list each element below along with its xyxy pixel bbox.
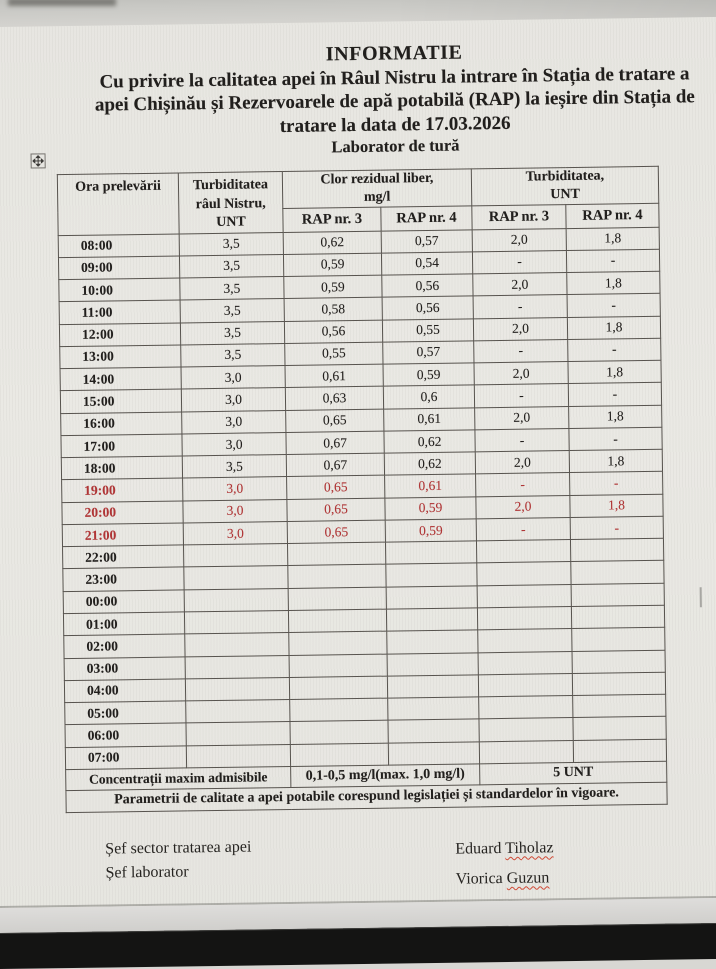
value-cell: 0,59 — [284, 275, 382, 299]
official-last-name: Tiholaz — [505, 839, 554, 857]
value-cell: 0,56 — [382, 274, 473, 298]
value-cell: - — [473, 295, 567, 319]
value-cell: - — [567, 294, 660, 318]
document-header — [44, 37, 716, 163]
header-river-turbidity: Turbiditatea râul Nistru, UNT — [178, 172, 283, 234]
value-cell: 1,8 — [566, 227, 659, 251]
time-cell: 23:00 — [63, 567, 184, 591]
time-cell: 02:00 — [64, 634, 185, 658]
value-cell — [476, 540, 570, 564]
value-cell — [388, 719, 479, 743]
value-cell: 0,55 — [285, 342, 383, 366]
value-cell: 1,8 — [568, 360, 661, 384]
value-cell: 0,61 — [285, 364, 383, 388]
time-cell: 01:00 — [63, 612, 184, 636]
time-cell: 21:00 — [62, 523, 183, 547]
value-cell — [288, 609, 386, 633]
value-cell — [289, 654, 387, 678]
value-cell: 0,65 — [287, 476, 385, 500]
value-cell: 0,65 — [287, 498, 385, 522]
value-cell: 1,8 — [569, 405, 662, 429]
value-cell: - — [568, 383, 661, 407]
table-move-handle[interactable] — [31, 153, 46, 168]
value-cell: 3,0 — [183, 499, 287, 523]
value-cell — [479, 740, 573, 764]
value-cell — [185, 655, 289, 679]
value-cell: 3,0 — [182, 410, 286, 434]
value-cell: 3,0 — [183, 521, 287, 545]
value-cell: 2,0 — [475, 406, 569, 430]
value-cell: 0,57 — [381, 229, 472, 253]
time-cell: 13:00 — [60, 345, 181, 369]
header-rap-column: RAP nr. 4 — [566, 204, 659, 228]
time-cell: 16:00 — [61, 412, 182, 436]
value-cell — [289, 676, 387, 700]
value-cell: 2,0 — [472, 228, 566, 252]
value-cell — [288, 565, 386, 589]
value-cell: 2,0 — [473, 317, 567, 341]
subtitle-line: apei Chișinău și Rezervoarele de apă potabilă (RAP) la ieșire din Stația de — [45, 85, 716, 118]
value-cell: 3,5 — [180, 299, 284, 323]
value-cell — [385, 541, 476, 565]
value-cell: 1,8 — [567, 271, 660, 295]
official-name — [455, 863, 554, 894]
official-last-name: Guzun — [507, 869, 550, 887]
time-cell: 09:00 — [58, 256, 179, 280]
value-cell — [572, 628, 665, 652]
value-cell: 0,65 — [286, 409, 384, 433]
value-cell: 3,5 — [180, 321, 284, 345]
value-cell — [186, 722, 290, 746]
time-cell: 10:00 — [59, 278, 180, 302]
value-cell: 3,0 — [181, 366, 285, 390]
official-first-name: Viorica — [456, 870, 507, 888]
value-cell — [573, 739, 666, 763]
compliance-note: Parametrii de calitate a apei potabile corespund legislației și standardelor în vigoare. — [66, 782, 667, 812]
header-time: Ora prelevării — [57, 173, 179, 235]
time-cell: 12:00 — [59, 323, 180, 347]
value-cell — [572, 650, 665, 674]
value-cell — [387, 652, 478, 676]
value-cell: 0,58 — [284, 297, 382, 321]
document-subtitle — [44, 61, 716, 141]
value-cell — [288, 587, 386, 611]
value-cell: 0,59 — [385, 519, 476, 543]
table-body — [58, 227, 666, 770]
value-cell — [388, 697, 479, 721]
value-cell — [478, 673, 572, 697]
value-cell — [573, 694, 666, 718]
value-cell — [478, 651, 572, 675]
value-cell: - — [476, 517, 570, 541]
value-cell: 0,61 — [384, 407, 475, 431]
time-cell: 05:00 — [65, 701, 186, 725]
value-cell — [184, 544, 288, 568]
value-cell — [184, 588, 288, 612]
value-cell: 3,5 — [181, 343, 285, 367]
value-cell — [290, 698, 388, 722]
header-rap-column: RAP nr. 3 — [283, 207, 381, 232]
value-cell: 0,67 — [286, 431, 384, 455]
value-cell: 2,0 — [476, 495, 570, 519]
turbidity-limit: 5 UNT — [480, 761, 667, 785]
value-cell: 0,54 — [381, 252, 472, 276]
value-cell: 3,5 — [179, 232, 283, 256]
value-cell — [184, 566, 288, 590]
value-cell: - — [566, 249, 659, 273]
value-cell: 2,0 — [475, 451, 569, 475]
value-cell: 3,0 — [181, 388, 285, 412]
value-cell — [290, 720, 388, 744]
value-cell — [479, 696, 573, 720]
time-cell: 22:00 — [63, 545, 184, 569]
toolbar-blur-fragment — [8, 0, 116, 6]
signature-names — [455, 833, 554, 894]
value-cell — [387, 630, 478, 654]
value-cell — [571, 583, 664, 607]
department-line: Laborator de tură — [45, 131, 716, 163]
value-cell — [186, 744, 290, 768]
header-rap-column: RAP nr. 3 — [472, 205, 566, 230]
header-chlorine-group: Clor rezidual liber, mg/l — [282, 169, 472, 209]
time-cell: 00:00 — [63, 590, 184, 614]
signature-role: Șef sector tratarea apei — [105, 836, 251, 862]
value-cell: 0,56 — [382, 296, 473, 320]
value-cell — [287, 542, 385, 566]
value-cell: - — [570, 516, 663, 540]
value-cell — [387, 675, 478, 699]
value-cell: 0,55 — [382, 318, 473, 342]
page-title: INFORMATIE — [44, 37, 716, 71]
value-cell: 0,59 — [283, 253, 381, 277]
value-cell — [477, 584, 571, 608]
value-cell: 0,63 — [285, 386, 383, 410]
official-name — [455, 833, 554, 864]
value-cell — [479, 718, 573, 742]
value-cell: 0,57 — [383, 341, 474, 365]
value-cell: 0,59 — [383, 363, 474, 387]
top-band-shade — [389, 0, 716, 22]
value-cell — [573, 717, 666, 741]
value-cell — [571, 605, 664, 629]
value-cell — [386, 608, 477, 632]
cursor-artifact — [700, 587, 702, 607]
value-cell — [570, 538, 663, 562]
value-cell: 2,0 — [473, 273, 567, 297]
time-cell: 06:00 — [65, 723, 186, 747]
time-cell: 04:00 — [64, 679, 185, 703]
value-cell: - — [569, 427, 662, 451]
value-cell: - — [475, 428, 569, 452]
time-cell: 11:00 — [59, 300, 180, 324]
value-cell: 1,8 — [570, 494, 663, 518]
value-cell: 3,5 — [180, 277, 284, 301]
water-quality-table — [57, 166, 668, 813]
value-cell — [184, 611, 288, 635]
subtitle-line: tratare la data de 17.03.2026 — [45, 108, 716, 141]
value-cell: - — [570, 472, 663, 496]
value-cell: 0,62 — [283, 231, 381, 255]
time-cell: 07:00 — [65, 746, 186, 770]
value-cell: 1,8 — [569, 449, 662, 473]
header-rap-column: RAP nr. 4 — [381, 206, 472, 230]
header-turbidity-group: Turbiditatea, UNT — [471, 166, 659, 206]
signature-roles — [105, 836, 252, 886]
value-cell: - — [568, 338, 661, 362]
time-cell: 14:00 — [60, 367, 181, 391]
value-cell — [388, 741, 479, 765]
value-cell: - — [476, 473, 570, 497]
value-cell: 0,6 — [383, 385, 474, 409]
value-cell: 3,0 — [182, 432, 286, 456]
value-cell — [186, 700, 290, 724]
value-cell — [386, 586, 477, 610]
value-cell — [477, 562, 571, 586]
value-cell — [571, 561, 664, 585]
value-cell: 1,8 — [567, 316, 660, 340]
time-cell: 18:00 — [61, 456, 182, 480]
signature-role: Șef laborator — [105, 860, 251, 886]
value-cell — [478, 629, 572, 653]
value-cell: 0,62 — [384, 452, 475, 476]
value-cell: - — [472, 250, 566, 274]
value-cell — [386, 563, 477, 587]
time-cell: 03:00 — [64, 656, 185, 680]
value-cell: 3,5 — [179, 254, 283, 278]
value-cell: 3,5 — [182, 455, 286, 479]
value-cell — [477, 607, 571, 631]
four-direction-move-icon — [33, 155, 44, 166]
time-cell: 08:00 — [58, 233, 179, 257]
value-cell — [290, 743, 388, 767]
time-cell: 20:00 — [62, 501, 183, 525]
table-footer — [66, 761, 668, 812]
value-cell — [289, 631, 387, 655]
value-cell — [185, 677, 289, 701]
value-cell: 2,0 — [474, 362, 568, 386]
time-cell: 17:00 — [61, 434, 182, 458]
time-cell: 19:00 — [62, 478, 183, 502]
subtitle-line: Cu privire la calitatea apei în Râul Nistru la intrare în Stația de tratare a — [44, 61, 716, 94]
value-cell: - — [474, 384, 568, 408]
value-cell — [185, 633, 289, 657]
official-first-name: Eduard — [455, 840, 505, 858]
value-cell: 0,65 — [287, 520, 385, 544]
time-cell: 15:00 — [60, 389, 181, 413]
table-header — [57, 166, 659, 235]
chlorine-limit: 0,1-0,5 mg/l(max. 1,0 mg/l) — [291, 764, 480, 788]
value-cell: - — [474, 339, 568, 363]
value-cell — [572, 672, 665, 696]
value-cell: 0,59 — [385, 497, 476, 521]
value-cell: 0,61 — [385, 474, 476, 498]
value-cell: 0,62 — [384, 430, 475, 454]
limits-label: Concentrații maxim admisibile — [66, 766, 291, 790]
value-cell: 0,56 — [284, 320, 382, 344]
value-cell: 3,0 — [183, 477, 287, 501]
value-cell: 0,67 — [286, 453, 384, 477]
